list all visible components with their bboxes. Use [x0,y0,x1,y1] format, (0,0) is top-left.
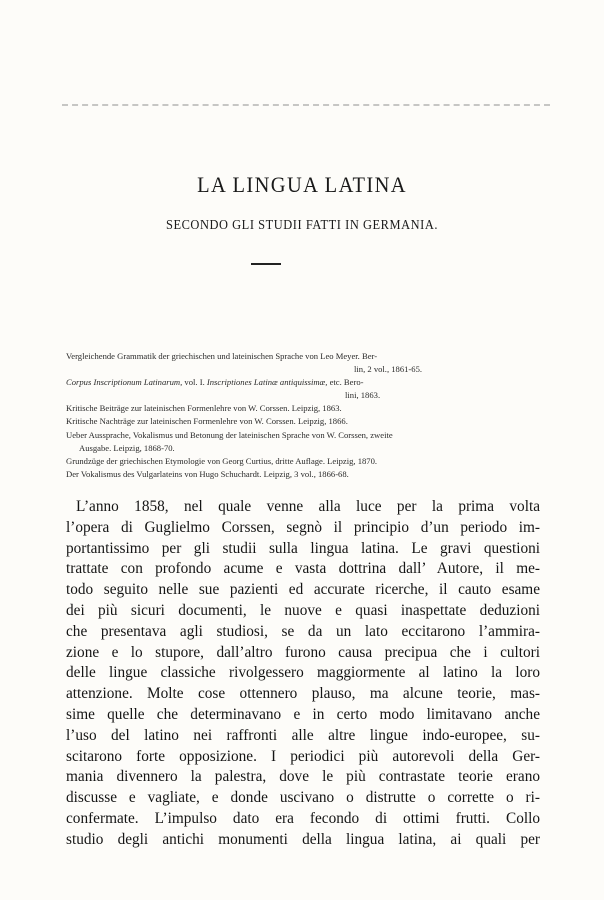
bibliography-entry-line: Kritische Nachträge zur lateinischen Formenlehre von W. Corssen. Leipzig, 1866. [66,416,348,427]
top-dashed-rule [62,104,550,106]
body-line: todo seguito nelle sue pazienti ed accurate ricerche, il cauto esame [66,581,540,599]
bibliography-entry-line: lin, 2 vol., 1861-65. [354,364,423,375]
body-line: che presentava agli studiosi, se da un lato eccitarono l’ammira- [66,622,540,640]
body-paragraph [66,497,540,851]
body-line: confermate. L’impulso dato era fecondo di ottimi frutti. Collo [66,809,540,827]
bibliography-entry-title: Corpus Inscriptionum Latinarum, [66,377,183,388]
body-line: zione e lo stupore, dall’altro furono causa precipua che i cultori [66,643,540,661]
bibliography-entry-line: Der Vokalismus des Vulgarlateins von Hugo Schuchardt. Leipzig, 3 vol., 1866-68. [66,468,349,479]
body-line: trattate con profondo acume e vasta dottrina dall’ Autore, il me- [66,560,540,578]
bibliography-entry-text: vol. I. [182,377,207,388]
body-line: attenzione. Molte cose ottennero plauso, ma alcune teorie, mas- [66,685,540,703]
body-line: l’opera di Guglielmo Corssen, segnò il principio d’un periodo im- [66,518,540,536]
bibliography-entry [66,468,542,481]
bibliography-entry-line: Vergleichende Grammatik der griechischen und lateinischen Sprache von Leo Meyer. Ber- [66,351,378,361]
bibliography-entry-line: Kritische Beiträge zur lateinischen Formenlehre von W. Corssen. Leipzig, 1863. [66,403,342,414]
bibliography-entry [66,455,542,468]
bibliography-entry-text: etc. Bero- [327,377,364,388]
body-line: scitarono forte opposizione. I periodici più autorevoli della Ger- [66,747,540,765]
title-separator-rule [251,263,281,265]
body-line: studio degli antichi monumenti della lingua latina, ai quali per [66,830,540,848]
page-title: LA LINGUA LATINA [197,172,407,197]
body-line: delle lingue classiche rivolgessero maggiormente al latino la loro [66,664,540,682]
bibliography-entry [66,429,542,455]
body-line: portantissimo per gli studii sulla lingua latina. Le gravi questioni [66,539,540,557]
bibliography-entry [66,415,542,428]
bibliography-entry-line: Ueber Aussprache, Vokalismus und Betonung der lateinischen Sprache von W. Corssen, zweite [66,429,393,440]
bibliography-entry [66,350,542,376]
bibliography-entry-title: Inscriptiones Latinæ antiquissimæ, [206,377,328,388]
body-line: discusse e vagliate, e donde uscivano o distrutte o corrette o ri- [66,789,540,807]
bibliography-entry [66,376,542,402]
bibliography-entry-line: lini, 1863. [345,390,381,401]
bibliography-entry [66,402,542,415]
body-line: mania divennero la palestra, dove le più contrastate teorie erano [66,768,540,786]
bibliography-entry-line: Grundzüge der griechischen Etymologie von Georg Curtius, dritte Auflage. Leipzig, 1870. [66,455,378,466]
body-line: L’anno 1858, nel quale venne alla luce per la prima volta [76,498,540,515]
body-line: sime quelle che determinavano e in certo modo limitavano anche [66,705,540,723]
body-line: l’uso del latino nei raffronti alle altre lingue indo-europee, su- [66,726,540,744]
bibliography-entry-line: Ausgabe. Leipzig, 1868-70. [79,442,175,453]
body-line: dei più sicuri documenti, le nuove e quasi inaspettate deduzioni [66,601,540,619]
page-subtitle: SECONDO GLI STUDII FATTI IN GERMANIA. [165,217,439,232]
bibliography-list [66,350,542,481]
